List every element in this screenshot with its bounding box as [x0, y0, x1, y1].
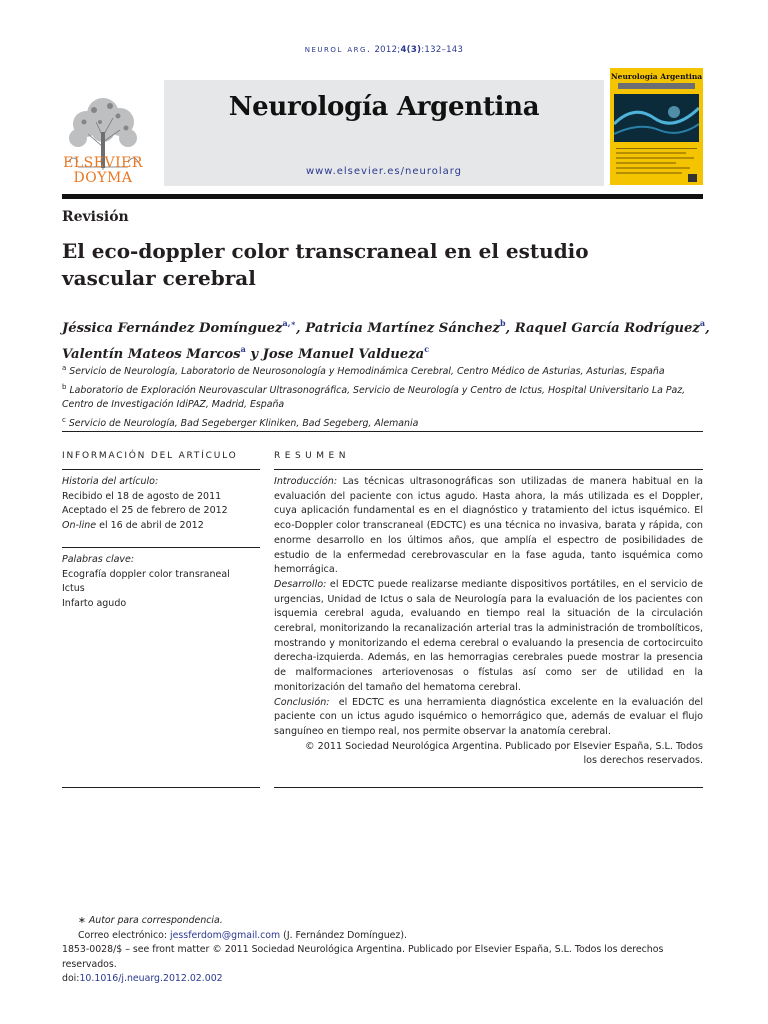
affiliation-mark: a — [62, 364, 67, 372]
author-name: Jéssica Fernández Domínguez — [62, 321, 283, 336]
author-separator: , — [505, 321, 515, 336]
author-name: Jose Manuel Valdueza — [262, 347, 425, 362]
author-list — [62, 313, 712, 365]
cover-line — [616, 148, 697, 149]
author-separator: y — [245, 347, 263, 362]
author-name: Raquel García Rodríguez — [514, 321, 700, 336]
affiliation-item — [62, 380, 712, 413]
journal-url[interactable]: www.elsevier.es/neurolarg — [305, 166, 463, 177]
cover-subtitle-bar — [618, 83, 695, 89]
affiliations — [62, 361, 712, 431]
development-text: el EDCTC puede realizarse mediante dispositivos portátiles, en el servicio de urgencias, Unidad de Ictus o sala de Neurología para la evaluación de los pacientes con isquemia cerebral aguda, evaluando en tiempo real la situación de la circulación cerebral, monitorizando la recanalización arterial tras la administración de trombolíticos, mostrando y monitorizando el edema cerebral o evaluando la presencia de cortocircuito derecha-izquierda. Además, en las hemorragias cerebrales puede mostrar la presencia de malformaciones arteriovenosas o fístulas así como ser de utilidad en la monitorización del tamaño del hematoma cerebral. — [274, 578, 703, 693]
keyword-item: Ecografía doppler color transraneal — [62, 568, 230, 580]
online-date — [62, 519, 260, 534]
corresponding-label: Autor para correspondencia. — [85, 915, 223, 926]
issn-line: 1853-0028/$ – see front matter © 2011 Sociedad Neurológica Argentina. Publicado por Elsevier España, S.L. Todos los derechos reservados. — [62, 944, 664, 970]
author-affiliation-mark[interactable]: a — [699, 318, 706, 328]
cover-text-lines — [616, 152, 686, 154]
cover-publisher-mark — [688, 174, 697, 182]
header-rule — [62, 194, 703, 199]
doi-link[interactable]: 10.1016/j.neuarg.2012.02.002 — [79, 973, 223, 984]
affiliation-text: Laboratorio de Exploración Neurovascular Ultrasonográfica, Servicio de Neurología y Centro de Ictus, Hospital Universitario La Paz, Centro de Investigación IdiPAZ, Madrid, España — [62, 384, 686, 411]
corresponding-author-note — [62, 914, 712, 929]
article-history — [62, 475, 260, 534]
journal-cover-thumbnail — [610, 68, 703, 185]
info-heading-rule — [62, 469, 260, 470]
doi-line — [62, 972, 712, 987]
citation-volume: 4(3) — [400, 45, 422, 55]
author-separator: , — [705, 321, 710, 336]
author-name: Patricia Martínez Sánchez — [305, 321, 500, 336]
cover-image — [614, 94, 699, 142]
article-info-heading: INFORMACIÓN DEL ARTÍCULO — [62, 451, 238, 461]
abstract-heading: RESUMEN — [274, 451, 350, 461]
author-affiliation-mark[interactable]: b — [499, 318, 506, 328]
citation-year: 2012; — [374, 45, 401, 55]
abstract-development — [274, 578, 703, 696]
development-label: Desarrollo: — [274, 578, 327, 590]
citation-journal: neurol arg. — [304, 44, 372, 55]
affiliation-mark: c — [62, 415, 66, 424]
affiliation-text: Servicio de Neurología, Bad Segeberger Kliniken, Bad Segeberg, Alemania — [68, 417, 419, 429]
author-affiliation-mark[interactable]: a — [240, 344, 246, 354]
keyword-item: Ictus — [62, 583, 85, 595]
author-affiliation-mark[interactable]: c — [424, 344, 430, 354]
introduction-label: Introducción: — [274, 476, 338, 487]
affiliation-item — [62, 361, 712, 380]
email-line — [62, 929, 712, 944]
conclusion-label: Conclusión: — [274, 696, 330, 708]
abstract-conclusion — [274, 696, 707, 740]
keywords — [62, 553, 260, 612]
abstract-introduction — [274, 475, 703, 578]
received-date: Recibido el 18 de agosto de 2011 — [62, 490, 222, 502]
article-title: El eco-doppler color transcraneal en el estudio vascular cerebral — [62, 239, 589, 290]
doyma-wordmark: DOYMA — [73, 170, 133, 186]
citation-pages: :132–143 — [421, 45, 464, 55]
keywords-rule — [62, 547, 260, 548]
abstract-heading-rule — [274, 469, 703, 470]
cover-text-lines — [616, 172, 682, 174]
conclusion-text: el EDCTC es una herramienta diagnóstica excelente en la evaluación del paciente con un ictus agudo isquémico o hemorrágico que, además de evaluar el flujo sanguíneo en tiempo real, nos permite observar la anatomía cerebral. — [274, 696, 707, 737]
author-separator: , — [296, 321, 306, 336]
journal-title: Neurología Argentina — [228, 92, 540, 122]
email-link[interactable]: jessferdom@gmail.com — [170, 929, 281, 941]
corresponding-mark: ∗ — [78, 915, 86, 926]
author-name: Valentín Mateos Marcos — [62, 347, 241, 362]
keywords-label: Palabras clave: — [62, 554, 135, 565]
accepted-date: Aceptado el 25 de febrero de 2012 — [62, 505, 228, 517]
page-footer — [62, 914, 712, 987]
cover-text-lines — [616, 162, 676, 164]
email-label: Correo electrónico: — [78, 929, 171, 941]
abstract-body — [274, 475, 707, 769]
article-section: Revisión — [62, 209, 129, 225]
affiliation-text: Servicio de Neurología, Laboratorio de Neurosonología y Hemodinámica Cerebral, Centro Médico de Asturias, Asturias, España — [69, 366, 665, 377]
journal-citation — [0, 44, 768, 55]
introduction-text: Las técnicas ultrasonográficas son utilizadas de manera habitual en la evaluación del paciente con ictus agudo. Hasta ahora, la más utilizada es el Doppler, cuya aplicación fundamental es en el diagnóstico y tratamiento del ictus isquémico. El eco-Doppler color transcraneal (EDCTC) es una técnica no invasiva, barata y rápida, con enorme desarrollo en los últimos años, que amplía el espectro de posibilidades de estudio de la enfermedad cerebrovascular en la fase aguda, tanto isquémica como hemorrágica. — [274, 476, 703, 576]
history-label: Historia del artículo: — [62, 476, 159, 487]
online-date-text: el 16 de abril de 2012 — [96, 520, 204, 532]
info-bottom-rule — [62, 787, 260, 788]
author-affiliation-mark[interactable]: a,∗ — [282, 318, 297, 328]
abstract-bottom-rule — [274, 787, 703, 788]
keyword-item: Infarto agudo — [62, 598, 127, 610]
section-rule — [62, 431, 703, 432]
email-owner: (J. Fernández Domínguez). — [280, 929, 407, 941]
cover-text-lines — [616, 167, 690, 169]
affiliation-mark: b — [62, 382, 67, 391]
doi-label: doi: — [62, 973, 80, 984]
abstract-copyright: © 2011 Sociedad Neurológica Argentina. Publicado por Elsevier España, S.L. Todos los derechos reservados. — [305, 740, 703, 767]
cover-title: Neurología Argentina — [610, 72, 703, 81]
affiliation-item — [62, 413, 712, 432]
elsevier-wordmark: ELSEVIER — [63, 155, 143, 171]
cover-text-lines — [616, 157, 694, 159]
online-label: On-line — [62, 520, 97, 532]
